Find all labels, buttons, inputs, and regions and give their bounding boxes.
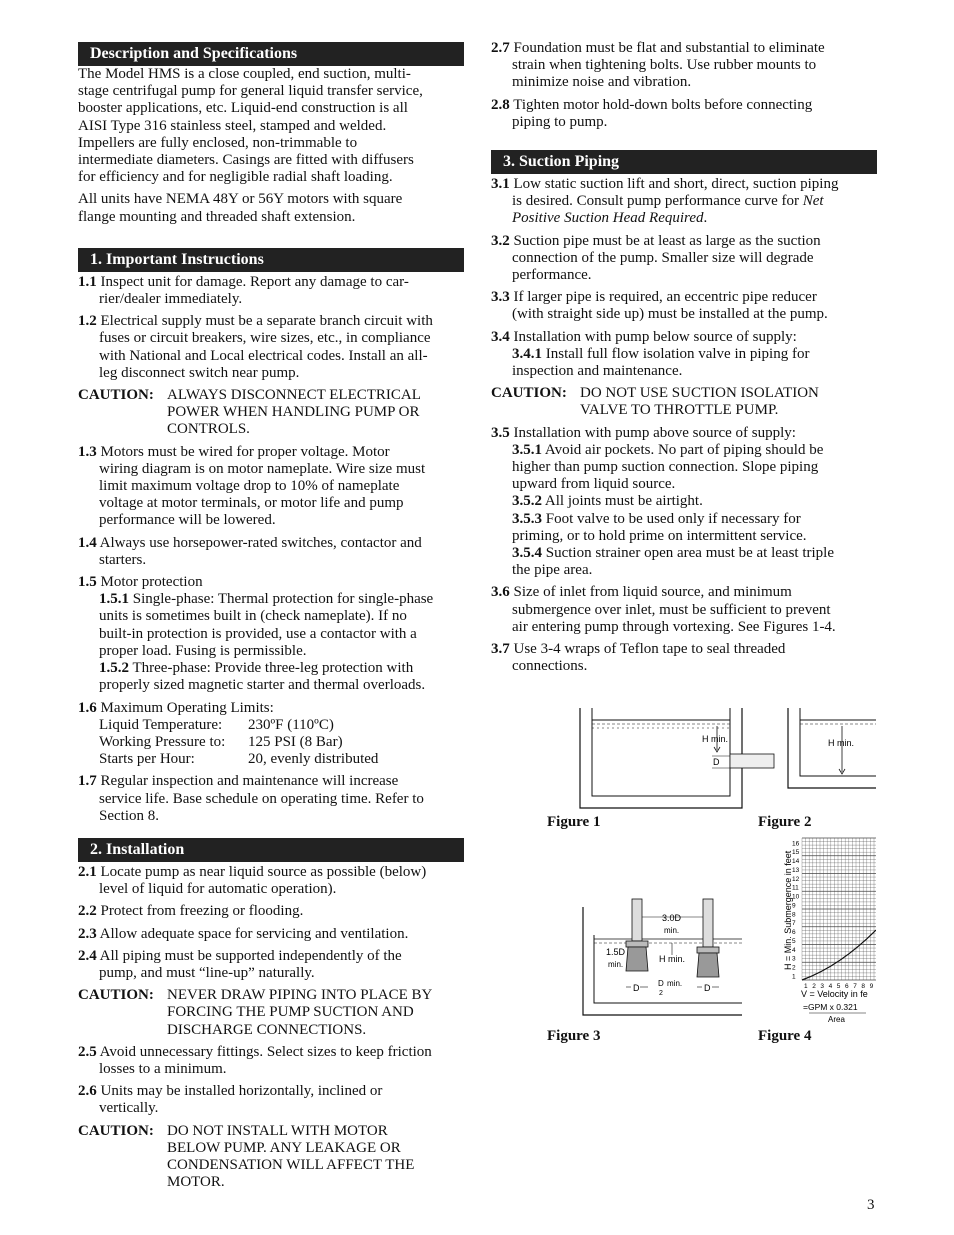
- text-line: properly sized magnetic starter and thermal overloads.: [99, 677, 426, 694]
- caution-text: [167, 387, 464, 439]
- figure-4-x-tick: 3: [820, 983, 825, 990]
- text-line: The Model HMS is a close coupled, end suction, multi-: [78, 66, 411, 82]
- item-number: 1.5.2: [99, 660, 129, 677]
- text-line: Suction pipe must be at least as large as the suction: [509, 232, 821, 249]
- instruction-2-8: [491, 97, 877, 131]
- text-line: Allow adequate space for servicing and ventilation.: [96, 925, 409, 942]
- item-number: 1.1: [78, 273, 97, 290]
- text-line: Electrical supply must be a separate branch circuit with: [96, 313, 433, 330]
- text-line: CONDENSATION WILL AFFECT THE: [167, 1156, 415, 1173]
- text-line: DO NOT USE SUCTION ISOLATION: [580, 385, 819, 402]
- caution-text: [167, 1123, 464, 1192]
- instruction-1-5-2: [78, 660, 464, 694]
- text-line: Impellers are fully enclosed, non-trimmable to: [78, 134, 358, 151]
- instruction-1-7: [78, 773, 464, 825]
- text-line: wiring diagram is on motor nameplate. Wire size must: [99, 460, 426, 477]
- figure-4-y-tick: 14: [792, 858, 800, 866]
- limit-label: Starts per Hour:: [99, 751, 195, 768]
- figure-4-label: Figure 4: [758, 1028, 812, 1044]
- text-line: Use 3-4 wraps of Teflon tape to seal threaded: [509, 641, 786, 658]
- figure-4-y-tick: 9: [792, 902, 796, 910]
- caution-piping: [78, 987, 464, 1039]
- text-line: Motors must be wired for proper voltage. Motor: [96, 443, 390, 460]
- text-line: stage centrifugal pump for general liquid transfer service,: [78, 83, 423, 100]
- text-line: performance.: [512, 267, 592, 284]
- caution-label: CAUTION:: [78, 987, 154, 1004]
- text-line: Foot valve to be used only if necessary for: [542, 510, 801, 527]
- text-line: submergence over inlet, must be sufficient to prevent: [512, 601, 831, 618]
- instruction-3-2: [491, 233, 877, 285]
- instruction-3-6: [491, 584, 877, 636]
- figure-4-y-tick: 6: [792, 929, 796, 937]
- item-number: 1.7: [78, 773, 97, 790]
- figure-4-x-tick: 5: [836, 983, 841, 990]
- text-line: All joints must be airtight.: [542, 493, 703, 510]
- instruction-3-5-1: [491, 442, 877, 494]
- instruction-2-2: [78, 903, 464, 920]
- section-heading-important-instructions: 1. Important Instructions: [78, 248, 464, 272]
- limit-label: Liquid Temperature:: [99, 716, 223, 733]
- instruction-3-5-2: [491, 493, 877, 510]
- section-heading-description: Description and Specifications: [78, 42, 464, 66]
- figure-4-x-tick: 9: [869, 983, 874, 990]
- instruction-2-3: [78, 926, 464, 943]
- instruction-2-1: [78, 864, 464, 898]
- text-line: Units may be installed horizontally, inclined or: [96, 1083, 383, 1100]
- caution-label: CAUTION:: [78, 1122, 154, 1139]
- figure-3-wall-1-5d-min: min.: [608, 960, 624, 969]
- instruction-2-4: [78, 948, 464, 982]
- instruction-2-5: [78, 1044, 464, 1078]
- figure-1-tank: [580, 708, 774, 808]
- text-line: Avoid air pockets. No part of piping should be: [542, 441, 824, 458]
- figure-2-h-min: H min.: [828, 738, 855, 748]
- text-line: limit maximum voltage drop to 10% of nameplate: [99, 478, 400, 495]
- figure-4-chart: [780, 834, 876, 1026]
- instruction-3-5-3: [491, 511, 877, 545]
- text-line: higher than pump suction connection. Slope piping: [512, 459, 819, 476]
- text-line: Install full flow isolation valve in piping for: [542, 345, 810, 362]
- item-number: 2.3: [78, 925, 97, 942]
- text-line: Protect from freezing or flooding.: [96, 903, 304, 920]
- text-line: intermediate diameters. Casings are fitted with diffusers: [78, 152, 414, 169]
- instruction-3-5-4: [491, 545, 877, 579]
- text-line: All piping must be supported independently of the: [96, 947, 402, 964]
- instruction-3-4: 3.4 Installation with pump below source of supply:: [491, 328, 797, 345]
- text-line: Inspect unit for damage. Report any damage to car-: [96, 273, 409, 290]
- text-line: BELOW PUMP. ANY LEAKAGE OR: [167, 1139, 401, 1156]
- caution-disconnect-power: [78, 387, 464, 439]
- text-line: units is sometimes built in (check nameplate). If no: [99, 608, 407, 625]
- instruction-1-2: [78, 313, 464, 382]
- text-line: losses to a minimum.: [99, 1060, 227, 1077]
- text-line: connections.: [512, 658, 588, 675]
- text-line: CONTROLS.: [167, 421, 250, 438]
- figure-4-x-tick: 7: [853, 983, 857, 990]
- figure-4-y-tick: 11: [792, 884, 799, 892]
- figure-4-y-tick: 5: [792, 937, 796, 945]
- figure-3-d-half-min: min.: [667, 979, 683, 988]
- item-number: 3.6: [491, 584, 510, 601]
- section-heading-suction-piping: 3. Suction Piping: [491, 150, 877, 174]
- text-line: flange mounting and threaded shaft extension.: [78, 208, 356, 225]
- figure-2-tank: [788, 708, 876, 788]
- description-paragraph-1: [78, 66, 464, 186]
- figure-4-x-tick: 8: [861, 983, 866, 990]
- instruction-3-5: 3.5 Installation with pump above source of supply:: [491, 424, 796, 441]
- figure-3-d-right: D: [704, 983, 711, 993]
- text-line: air entering pump through vortexing. See Figures 1-4.: [512, 618, 836, 635]
- text-line: connection of the pump. Smaller size will degrade: [512, 249, 814, 266]
- section-heading-installation: 2. Installation: [78, 838, 464, 862]
- text-line: Tighten motor hold-down bolts before connecting: [509, 96, 813, 113]
- text-line: Three-phase: Provide three-leg protection with: [129, 660, 414, 677]
- text-line: NEVER DRAW PIPING INTO PLACE BY: [167, 987, 433, 1004]
- text-line: FORCING THE PUMP SUCTION AND: [167, 1004, 414, 1021]
- limit-row: [78, 734, 464, 751]
- right-column: [491, 40, 877, 676]
- caution-text: [167, 987, 464, 1039]
- figure-4-formula: =GPM x 0.321: [803, 1002, 858, 1012]
- text-line: performance will be lowered.: [99, 512, 276, 529]
- item-number: 3.5.3: [512, 510, 542, 527]
- item-number: 2.2: [78, 903, 97, 920]
- text-line: Suction strainer open area must be at least triple: [542, 545, 834, 562]
- text-line: built-in protection is provided, use a contactor with a: [99, 625, 417, 642]
- instruction-1-5-1: [78, 591, 464, 660]
- limit-label: Working Pressure to:: [99, 733, 226, 750]
- item-number: 1.3: [78, 443, 97, 460]
- figure-4-y-tick: 1: [792, 973, 796, 981]
- text-line: voltage at motor terminals, or motor life and pump: [99, 495, 404, 512]
- text-line: level of liquid for automatic operation).: [99, 881, 337, 898]
- text-line: Locate pump as near liquid source as possible (below): [96, 863, 427, 880]
- text-line: (with straight side up) must be installed at the pump.: [512, 306, 828, 323]
- figure-4-y-tick: 8: [792, 911, 796, 919]
- figure-4-x-axis-label: V = Velocity in fe: [801, 989, 868, 999]
- figure-4-x-tick: 1: [804, 983, 808, 990]
- text-line: ALWAYS DISCONNECT ELECTRICAL: [167, 387, 421, 404]
- item-number: 2.6: [78, 1083, 97, 1100]
- instruction-3-3: [491, 289, 877, 323]
- item-number: 3.4.1: [512, 345, 542, 362]
- text-line: AISI Type 316 stainless steel, stamped and welded.: [78, 117, 387, 134]
- item-number: 2.8: [491, 96, 510, 113]
- text-line: fuses or circuit breakers, wire sizes, etc., in compliance: [99, 330, 431, 347]
- text-line: Single-phase: Thermal protection for single-phase: [129, 591, 434, 608]
- instruction-2-6: [78, 1083, 464, 1117]
- operating-limits: [78, 717, 464, 769]
- text-line: booster applications, etc. Liquid-end construction is all: [78, 100, 408, 117]
- item-number: 3.5.2: [512, 493, 542, 510]
- text-line: with National and Local electrical codes. Install an all-: [99, 347, 428, 364]
- text-line: priming, or to hold prime on intermittent service.: [512, 527, 807, 544]
- text-line: Regular inspection and maintenance will increase: [96, 773, 399, 790]
- text-line: VALVE TO THROTTLE PUMP.: [580, 402, 779, 419]
- text-line: service life. Base schedule on operating time. Refer to: [99, 790, 424, 807]
- figure-4-y-tick: 3: [792, 955, 796, 963]
- limit-value: 20, evenly distributed: [248, 751, 379, 768]
- figure-4-y-tick: 16: [792, 840, 800, 848]
- figure-3-label: Figure 3: [547, 1028, 601, 1044]
- figure-4-y-tick: 12: [792, 875, 800, 883]
- figure-4-y-tick: 15: [792, 849, 800, 857]
- text-line: strain when tightening bolts. Use rubber mounts to: [512, 57, 817, 74]
- caution-text: [580, 385, 877, 419]
- text-line: Avoid unnecessary fittings. Select sizes to keep friction: [96, 1043, 432, 1060]
- text-line: rier/dealer immediately.: [99, 291, 243, 308]
- item-number: 3.7: [491, 641, 510, 658]
- text-line: proper load. Fusing is permissible.: [99, 642, 307, 659]
- figure-2-label: Figure 2: [758, 814, 812, 830]
- text-line: DISCHARGE CONNECTIONS.: [167, 1021, 367, 1038]
- text-line: MOTOR.: [167, 1174, 225, 1191]
- text-line: leg disconnect switch near pump.: [99, 364, 300, 381]
- caution-isolation-valve: [491, 385, 877, 419]
- text-line: the pipe area.: [512, 562, 593, 579]
- text-line: starters.: [99, 551, 147, 568]
- figure-4-x-tick: 4: [828, 983, 833, 990]
- text-line: If larger pipe is required, an eccentric pipe reducer: [509, 289, 817, 306]
- figure-4-x-tick: 2: [812, 983, 816, 990]
- text-line: pump, and must “line-up” naturally.: [99, 964, 315, 981]
- figure-4-formula-denominator: Area: [828, 1015, 845, 1024]
- item-number: 3.2: [491, 232, 510, 249]
- description-paragraph-2: [78, 191, 464, 225]
- limit-row: [78, 751, 464, 768]
- figure-3-d-left: D: [633, 983, 640, 993]
- figure-4-y-tick: 2: [792, 964, 796, 972]
- item-number: 2.1: [78, 863, 97, 880]
- instruction-1-3: [78, 444, 464, 530]
- figure-4-y-tick: 4: [792, 946, 796, 954]
- figure-4-y-axis-label: H = Min. Submergence in feet: [783, 850, 793, 970]
- text-line: All units have NEMA 48Y or 56Y motors with square: [78, 191, 403, 208]
- text-line: DO NOT INSTALL WITH MOTOR: [167, 1122, 388, 1139]
- item-number: 3.5.1: [512, 441, 542, 458]
- left-column: [78, 42, 464, 1191]
- text-line: for efficiency and for negligible radial shaft loading.: [78, 169, 393, 186]
- limit-row: [78, 717, 464, 734]
- text-line: POWER WHEN HANDLING PUMP OR: [167, 404, 420, 421]
- item-number: 3.5.4: [512, 545, 542, 562]
- figure-1-h-min: H min.: [702, 734, 729, 744]
- caution-label: CAUTION:: [78, 387, 154, 404]
- item-number: 2.4: [78, 947, 97, 964]
- item-number: 3.3: [491, 289, 510, 306]
- instruction-1-6: 1.6 Maximum Operating Limits:: [78, 699, 274, 716]
- caution-label: CAUTION:: [491, 385, 567, 402]
- figure-4-y-tick: 7: [792, 920, 796, 928]
- figure-4-y-tick: 13: [792, 866, 800, 874]
- limit-value: 125 PSI (8 Bar): [248, 733, 343, 750]
- text-line: vertically.: [99, 1100, 159, 1117]
- text-line: minimize noise and vibration.: [512, 74, 692, 91]
- text-line: inspection and maintenance.: [512, 363, 683, 380]
- figure-4-x-tick: 6: [845, 983, 849, 990]
- figure-1-label: Figure 1: [547, 814, 601, 830]
- text-line: Section 8.: [99, 807, 159, 824]
- figure-3-d-half-den: 2: [659, 990, 663, 997]
- figure-3-wall-1-5d: 1.5D: [606, 947, 626, 957]
- figure-1-2-diagram: [578, 700, 876, 812]
- caution-motor-below-pump: [78, 1123, 464, 1192]
- figure-3-diagram: [582, 895, 742, 1017]
- item-number: 2.7: [491, 40, 510, 56]
- figure-4-grid: [792, 838, 876, 990]
- instruction-1-1: [78, 274, 464, 308]
- item-number: 2.5: [78, 1043, 97, 1060]
- instruction-3-7: [491, 641, 877, 675]
- figure-3-spacing-3d: 3.0D: [662, 913, 682, 923]
- text-line: Always use horsepower-rated switches, contactor and: [96, 534, 422, 551]
- page-number: 3: [867, 1197, 875, 1213]
- item-number: 1.4: [78, 534, 97, 551]
- instruction-2-7: [491, 40, 877, 92]
- figure-1-d: D: [713, 757, 720, 767]
- instruction-3-1: 3.1 Low static suction lift and short, direct, suction piping is desired. Consult pump performance curve for Net Positive Suction Head Required.: [491, 176, 839, 227]
- figure-3-h-min: H min.: [659, 954, 686, 964]
- text-line: upward from liquid source.: [512, 476, 676, 493]
- limit-value: 230ºF (110ºC): [248, 716, 334, 733]
- item-number: 1.5.1: [99, 591, 129, 608]
- instruction-1-4: [78, 535, 464, 569]
- figure-4-y-tick: 10: [792, 893, 800, 901]
- instruction-3-4-1: [491, 346, 877, 380]
- figure-3-d-half: D: [658, 979, 664, 988]
- instruction-1-5: 1.5 Motor protection: [78, 574, 203, 591]
- text-line: Size of inlet from liquid source, and minimum: [509, 584, 792, 601]
- text-line: Foundation must be flat and substantial to eliminate: [509, 40, 825, 56]
- figure-3-spacing-3d-min: min.: [664, 926, 680, 935]
- text-line: piping to pump.: [512, 113, 608, 130]
- item-number: 1.2: [78, 313, 97, 330]
